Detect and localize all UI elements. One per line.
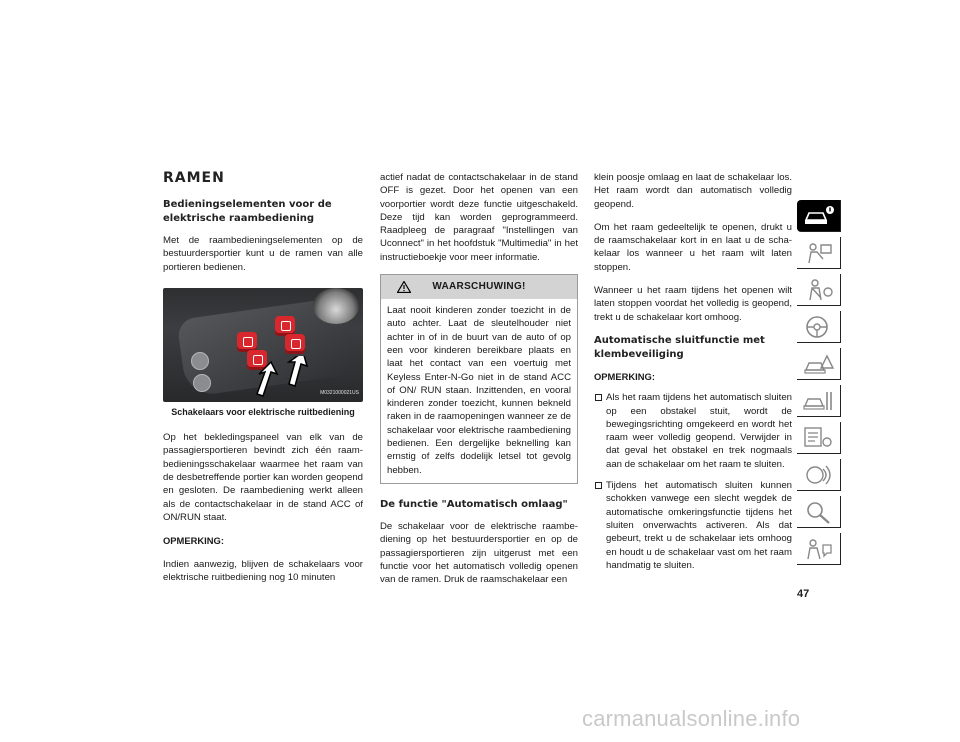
seatbelt-icon	[803, 278, 835, 302]
page-number: 47	[797, 588, 810, 600]
window-switch-front-right	[285, 334, 305, 354]
window-switch-rear-left	[237, 332, 257, 352]
image-code: M0321000021US	[320, 389, 359, 396]
column-2	[380, 171, 578, 596]
tab-index[interactable]	[797, 496, 841, 528]
car-info-icon	[803, 204, 835, 228]
steering-wheel-icon	[803, 315, 835, 339]
warning-lights-icon	[803, 352, 835, 376]
tab-service[interactable]	[797, 385, 841, 417]
watermark: carmanualsonline.info	[582, 706, 801, 731]
tab-specifications[interactable]	[797, 422, 841, 454]
section-title: RAMEN	[163, 170, 225, 186]
tab-starting[interactable]	[797, 274, 841, 306]
search-index-icon	[803, 500, 835, 524]
mirror-control-knob	[313, 288, 359, 324]
multimedia-icon	[803, 463, 835, 487]
column-1	[163, 198, 363, 594]
unlock-button	[193, 374, 211, 392]
heading-window-controls: Bedieningselementen voor de elektrische raambediening	[163, 199, 332, 224]
auto-down-continued: klein poosje omlaag en laat de schakelaar los. Het raam wordt dan automatisch volledig geopend.	[594, 172, 792, 210]
intro-paragraph: Met de raambedieningselementen op de bestuurdersportier kunt u de ramen van alle portieren bedienen.	[163, 235, 363, 273]
note-bullet-list	[594, 391, 792, 572]
note-label: OPMERKING:	[163, 535, 224, 547]
tab-language[interactable]	[797, 533, 841, 565]
list-item: Als het raam tijdens het automatisch sluiten op een obstakel stuit, wordt de bewegingsrichting omgekeerd en wordt het raam weer volledig geopend. Verwijder in dat geval het obstakel en trek nogmaals aan de schakelaar om het raam te sluiten.	[594, 391, 792, 471]
airbag-safety-icon	[803, 241, 835, 265]
passenger-switch-paragraph: Op het bekledingspaneel van elk van de passagiersportieren bevindt zich één raam-bedieningsschakelaar waarmee het raam van de desbetreffende portier kan worden geopend en gesloten. De raambediening werkt alleen als de contactschakelaar in de stand ACC of ON/RUN staat.	[163, 432, 363, 523]
warning-header	[381, 275, 577, 299]
service-tools-icon	[803, 389, 835, 413]
tab-driving[interactable]	[797, 311, 841, 343]
window-switch-photo	[163, 288, 363, 402]
stop-paragraph: Wanneer u het raam tijdens het openen wilt laten stoppen voordat het volledig is geopend, trekt u de schakelaar kort omhoog.	[594, 285, 792, 323]
tab-safety[interactable]	[797, 237, 841, 269]
note-text: Indien aanwezig, blijven de schakelaars voor elektrische ruitbediening nog 10 minuten	[163, 558, 363, 583]
arrow-icon	[249, 356, 329, 400]
heading-pinch-protection: Automatische sluitfunctie met klembeveiliging	[594, 334, 765, 360]
warning-triangle-icon	[397, 281, 411, 293]
column-3	[594, 171, 792, 580]
note-label-2: OPMERKING:	[594, 370, 655, 382]
list-item: Tijdens het automatisch sluiten kunnen schokken vanwege een slecht wegdek de automatische omkeringsfunctie tijdens het sluiten onverwachts activeren. Als dat gebeurt, trekt u de schakelaar iets omhoog en houdt u de schakelaar vast om het raam handmatig te sluiten.	[594, 479, 792, 572]
image-caption: Schakelaars voor elektrische ruitbediening	[171, 406, 355, 417]
window-switch-rear-right	[275, 316, 295, 336]
lock-button	[191, 352, 209, 370]
tab-multimedia[interactable]	[797, 459, 841, 491]
delay-paragraph: actief nadat de contactschakelaar in de stand OFF is gezet. Door het openen van een voorportier wordt deze functie uitgeschakeld. Deze tijd kan worden geprogrammeerd. Raadpleeg de paragraaf "Instellingen van Uconnect" in het hoofdstuk "Multimedia" in het instructieboekje voor meer informatie.	[380, 172, 578, 263]
language-icon	[803, 537, 835, 561]
chapter-tabs	[797, 200, 841, 570]
specifications-icon	[803, 426, 835, 450]
heading-auto-down: De functie "Automatisch omlaag"	[380, 498, 568, 510]
auto-down-paragraph: De schakelaar voor de elektrische raambe-diening op het bestuurdersportier en op de passagiersportieren zijn uitgerust met een functie voor het automatisch volledig openen van de ramen. Druk de raamschakelaar een	[380, 520, 578, 586]
tab-getting-to-know[interactable]	[797, 200, 841, 232]
partial-open-paragraph: Om het raam gedeeltelijk te openen, drukt u de raamschakelaar kort in en laat u de scha-kelaar los wanneer u het raam wilt laten stoppen.	[594, 221, 792, 273]
warning-text: Laat nooit kinderen zonder toezicht in de auto achter. Laat de sleutelhouder niet achter in of in de buurt van de auto of op een voor kinderen bereikbare plaats en laat het contact van een voertuig met Keyless Enter-N-Go niet in de stand ACC of ON/ RUN staan. Inzittenden, en vooral kinderen zonder toezicht, kunnen bekneld raken in de raamopeningen wanneer ze de schakelaar voor elektrische raambediening bedienen. Een dergelijke beknelling kan ernstig of zelfs dodelijk letsel tot gevolg hebben.	[387, 305, 571, 476]
warning-box	[380, 274, 578, 484]
tab-emergency[interactable]	[797, 348, 841, 380]
warning-title: WAARSCHUWING!	[432, 281, 526, 293]
